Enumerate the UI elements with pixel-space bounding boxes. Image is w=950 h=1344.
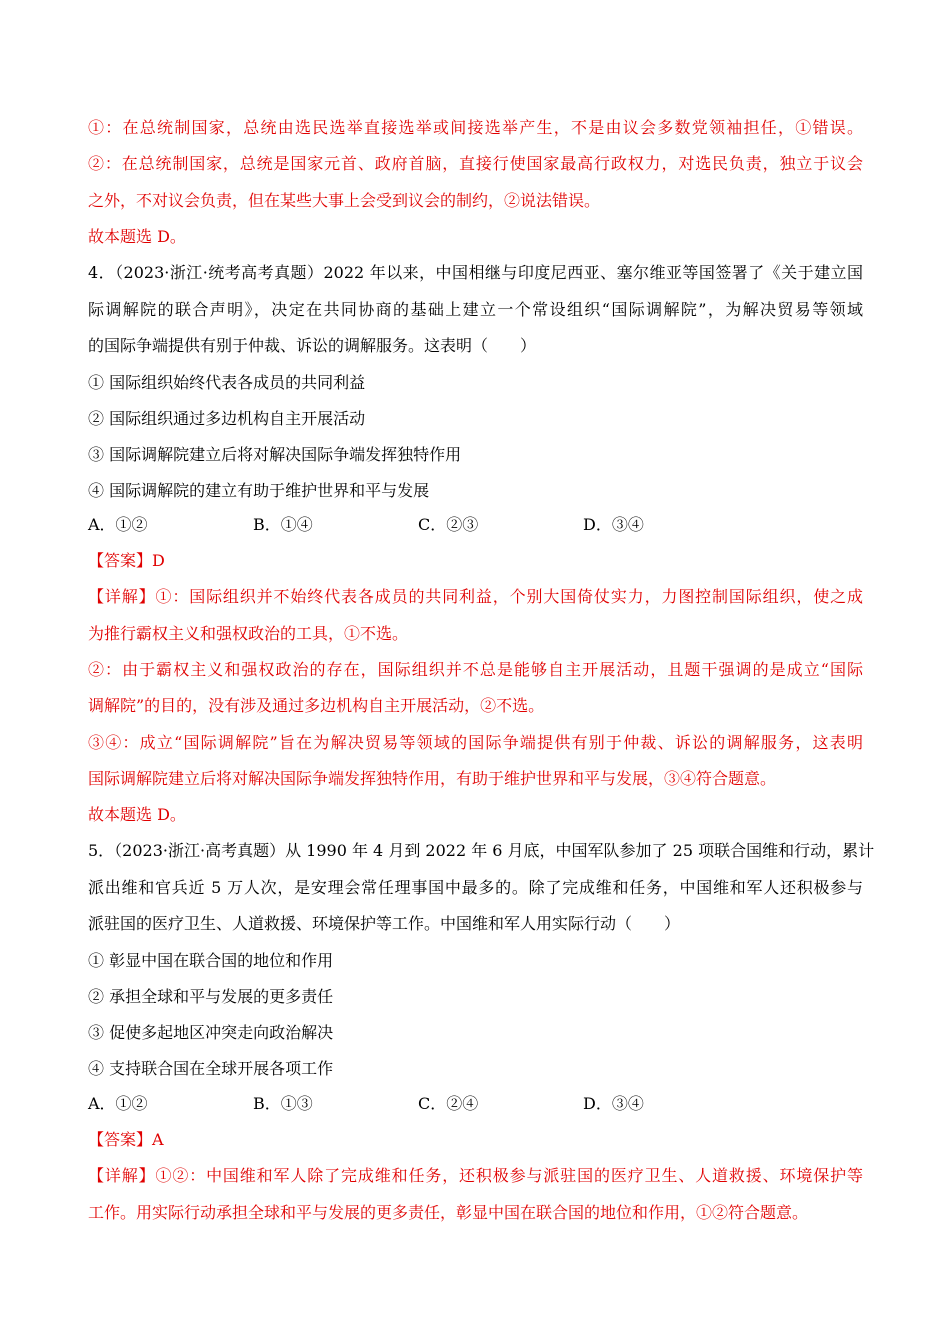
question-4-item: ② 国际组织通过多边机构自主开展活动 <box>88 409 366 428</box>
question-5-item: ③ 促使多起地区冲突走向政治解决 <box>88 1023 334 1042</box>
question-4-stem: 际调解院的联合声明》，决定在共同协商的基础上建立一个常设组织“国际调解院”，为解决贸易等领域 <box>88 300 863 319</box>
question-4-option-d: D．③④ <box>583 515 644 534</box>
question-5-answer <box>88 1129 863 1151</box>
question-5-option-d: D．③④ <box>583 1094 644 1113</box>
question-4-detail: 调解院”的目的，没有涉及通过多边机构自主开展活动，②不选。 <box>88 696 545 715</box>
question-4-detail <box>88 586 863 608</box>
question-5-stem: 5．（2023·浙江·高考真题）从 1990 年 4 月到 2022 年 6 月底，中国军队参加了 25 项联合国维和行动，累计 <box>88 841 875 860</box>
question-5-option-c: C．②④ <box>418 1094 479 1113</box>
question-5-option-a: A．①② <box>88 1094 148 1113</box>
question-4-stem: 的国际争端提供有别于仲裁、诉讼的调解服务。这表明（ ） <box>88 336 537 355</box>
question-4-answer <box>88 550 863 572</box>
question-4-detail: ②：由于霸权主义和强权政治的存在，国际组织并不总是能够自主开展活动，且题干强调的是成立“国际 <box>88 660 863 679</box>
question-4-item: ④ 国际调解院的建立有助于维护世界和平与发展 <box>88 481 430 500</box>
question-5-detail <box>88 1165 863 1187</box>
detail-text: ①：国际组织并不始终代表各成员的共同利益，个别大国倚仗实力，力图控制国际组织，使之成 <box>155 587 863 606</box>
conclusion-line: 故本题选 D。 <box>88 227 186 246</box>
detail-text: ①②：中国维和军人除了完成维和任务，还积极参与派驻国的医疗卫生、人道救援、环境保护等 <box>155 1166 863 1185</box>
answer-value: D <box>152 551 165 570</box>
question-4-detail: 国际调解院建立后将对解决国际争端发挥独特作用，有助于维护世界和平与发展，③④符合题意。 <box>88 769 777 788</box>
conclusion-line: 故本题选 D。 <box>88 805 186 824</box>
question-4-stem: 4．（2023·浙江·统考高考真题）2022 年以来，中国相继与印度尼西亚、塞尔维亚等国签署了《关于建立国 <box>88 263 863 282</box>
detail-tag: 【详解】 <box>88 1166 156 1185</box>
question-4-item: ③ 国际调解院建立后将对解决国际争端发挥独特作用 <box>88 445 462 464</box>
detail-tag: 【详解】 <box>88 587 156 606</box>
answer-tag: 【答案】 <box>88 551 153 570</box>
answer-value: A <box>152 1130 164 1149</box>
explanation-line: ①：在总统制国家，总统由选民选举直接选举或间接选举产生，不是由议会多数党领袖担任，①错误。 <box>88 118 863 137</box>
question-5-stem: 派出维和官兵近 5 万人次，是安理会常任理事国中最多的。除了完成维和任务，中国维和军人还积极参与 <box>88 878 863 897</box>
question-4-detail: ③④：成立“国际调解院”旨在为解决贸易等领域的国际争端提供有别于仲裁、诉讼的调解服务，这表明 <box>88 733 863 752</box>
question-5-stem: 派驻国的医疗卫生、人道救援、环境保护等工作。中国维和军人用实际行动（ ） <box>88 914 681 933</box>
explanation-line: 之外，不对议会负责，但在某些大事上会受到议会的制约，②说法错误。 <box>88 191 601 210</box>
question-4-detail: 为推行霸权主义和强权政治的工具，①不选。 <box>88 624 409 643</box>
explanation-line: ②：在总统制国家，总统是国家元首、政府首脑，直接行使国家最高行政权力，对选民负责，独立于议会 <box>88 154 863 173</box>
question-4-option-b: B．①④ <box>253 515 313 534</box>
question-5-detail: 工作。用实际行动承担全球和平与发展的更多责任，彰显中国在联合国的地位和作用，①②符合题意。 <box>88 1203 809 1222</box>
question-4-option-a: A．①② <box>88 515 148 534</box>
question-5-item: ④ 支持联合国在全球开展各项工作 <box>88 1059 334 1078</box>
question-5-item: ① 彰显中国在联合国的地位和作用 <box>88 951 334 970</box>
question-4-item: ① 国际组织始终代表各成员的共同利益 <box>88 373 366 392</box>
question-5-option-b: B．①③ <box>253 1094 313 1113</box>
question-5-item: ② 承担全球和平与发展的更多责任 <box>88 987 334 1006</box>
answer-tag: 【答案】 <box>88 1130 153 1149</box>
question-4-option-c: C．②③ <box>418 515 479 534</box>
